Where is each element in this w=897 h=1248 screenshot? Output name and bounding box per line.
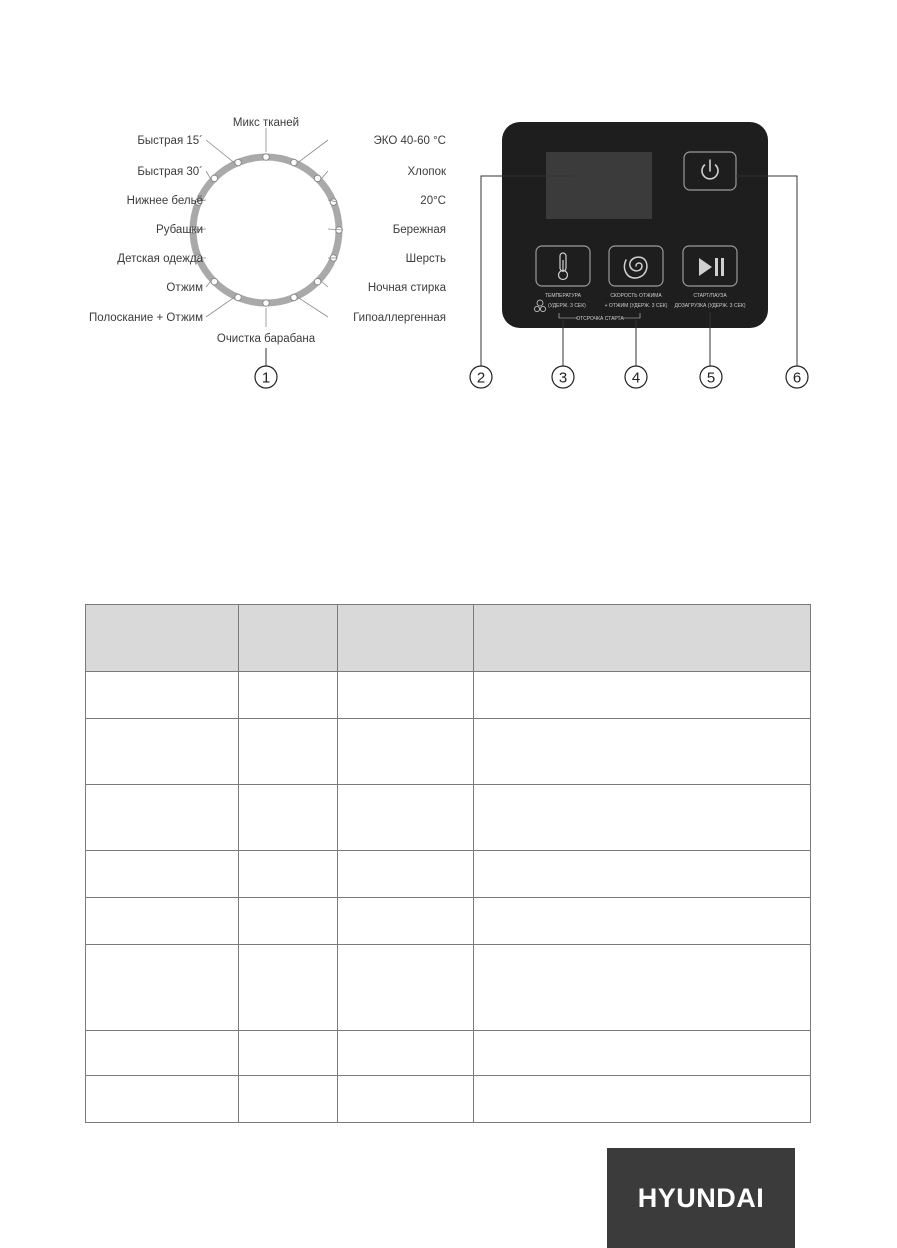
spec-table — [85, 604, 811, 1123]
table-row — [86, 1031, 811, 1076]
svg-text:4: 4 — [631, 369, 641, 387]
table-cell — [474, 785, 811, 851]
table-cell — [239, 719, 338, 785]
program-label: Нижнее бельё — [126, 195, 203, 207]
table-cell — [338, 672, 474, 719]
program-label: Ночная стирка — [367, 282, 446, 294]
table-cell — [474, 1031, 811, 1076]
table-cell — [86, 851, 239, 898]
table-cell — [474, 898, 811, 945]
program-label-top: Микс тканей — [232, 117, 300, 129]
table-cell — [86, 719, 239, 785]
table-cell — [338, 719, 474, 785]
header-cell — [86, 605, 239, 672]
table-row — [86, 719, 811, 785]
program-label: Бережная — [392, 224, 446, 236]
program-label-bottom: Очистка барабана — [216, 333, 316, 345]
table-header-row — [86, 605, 811, 672]
table-cell — [474, 851, 811, 898]
table-cell — [474, 719, 811, 785]
hyundai-logo: HYUNDAI — [607, 1148, 795, 1248]
spin-sublabel: + ОТЖИМ (УДЕРЖ. 3 СЕК) — [604, 303, 668, 309]
svg-text:1: 1 — [261, 369, 271, 387]
callout-3 — [552, 366, 574, 388]
svg-text:2: 2 — [476, 369, 486, 387]
callout-4 — [625, 366, 647, 388]
table-row — [86, 1076, 811, 1123]
table-cell — [338, 785, 474, 851]
program-label: Быстрая 15´ — [137, 135, 203, 147]
control-panel-diagram — [0, 0, 897, 420]
start-label: СТАРТ/ПАУЗА — [693, 293, 727, 299]
spin-label: СКОРОСТЬ ОТЖИМА — [610, 293, 662, 299]
table-row — [86, 672, 811, 719]
table-row — [86, 785, 811, 851]
table-cell — [239, 1031, 338, 1076]
table-cell — [239, 898, 338, 945]
program-label: Рубашки — [156, 224, 203, 236]
program-label: Хлопок — [407, 166, 446, 178]
table-cell — [86, 898, 239, 945]
svg-text:6: 6 — [792, 369, 802, 387]
table-cell — [338, 1031, 474, 1076]
program-label: Полоскание + Отжим — [89, 312, 203, 324]
table-row — [86, 898, 811, 945]
table-cell — [239, 672, 338, 719]
table-cell — [86, 785, 239, 851]
callout-6 — [786, 366, 808, 388]
program-label: Детская одежда — [117, 253, 203, 265]
table-cell — [338, 851, 474, 898]
program-label: ЭКО 40-60 °C — [373, 135, 446, 147]
svg-text:3: 3 — [558, 369, 568, 387]
table-cell — [239, 1076, 338, 1123]
temperature-sublabel: (УДЕРЖ. 3 СЕК) — [548, 303, 586, 309]
table-cell — [338, 1076, 474, 1123]
program-label: 20°C — [420, 195, 446, 207]
table-row — [86, 945, 811, 1031]
svg-text:5: 5 — [706, 369, 716, 387]
table-cell — [474, 945, 811, 1031]
table-cell — [338, 945, 474, 1031]
table-cell — [474, 672, 811, 719]
table-row — [86, 851, 811, 898]
table-cell — [86, 945, 239, 1031]
table-cell — [474, 1076, 811, 1123]
header-cell — [239, 605, 338, 672]
table-cell — [86, 1031, 239, 1076]
display-screen — [546, 152, 652, 219]
callout-2 — [470, 366, 492, 388]
program-label: Быстрая 30´ — [137, 166, 203, 178]
table-cell — [338, 898, 474, 945]
callout-5 — [700, 366, 722, 388]
start-sublabel: ДОЗАГРУЗКА (УДЕРЖ. 3 СЕК) — [674, 303, 746, 309]
program-label: Гипоаллергенная — [353, 312, 446, 324]
table-cell — [86, 1076, 239, 1123]
table-cell — [239, 785, 338, 851]
header-cell — [474, 605, 811, 672]
program-label: Отжим — [166, 282, 203, 294]
table-cell — [86, 672, 239, 719]
program-label: Шерсть — [405, 253, 446, 265]
temperature-label: ТЕМПЕРАТУРА — [545, 293, 581, 299]
table-cell — [239, 851, 338, 898]
table-cell — [239, 945, 338, 1031]
delay-start-label: ОТСРОЧКА СТАРТА — [576, 316, 624, 322]
header-cell — [338, 605, 474, 672]
